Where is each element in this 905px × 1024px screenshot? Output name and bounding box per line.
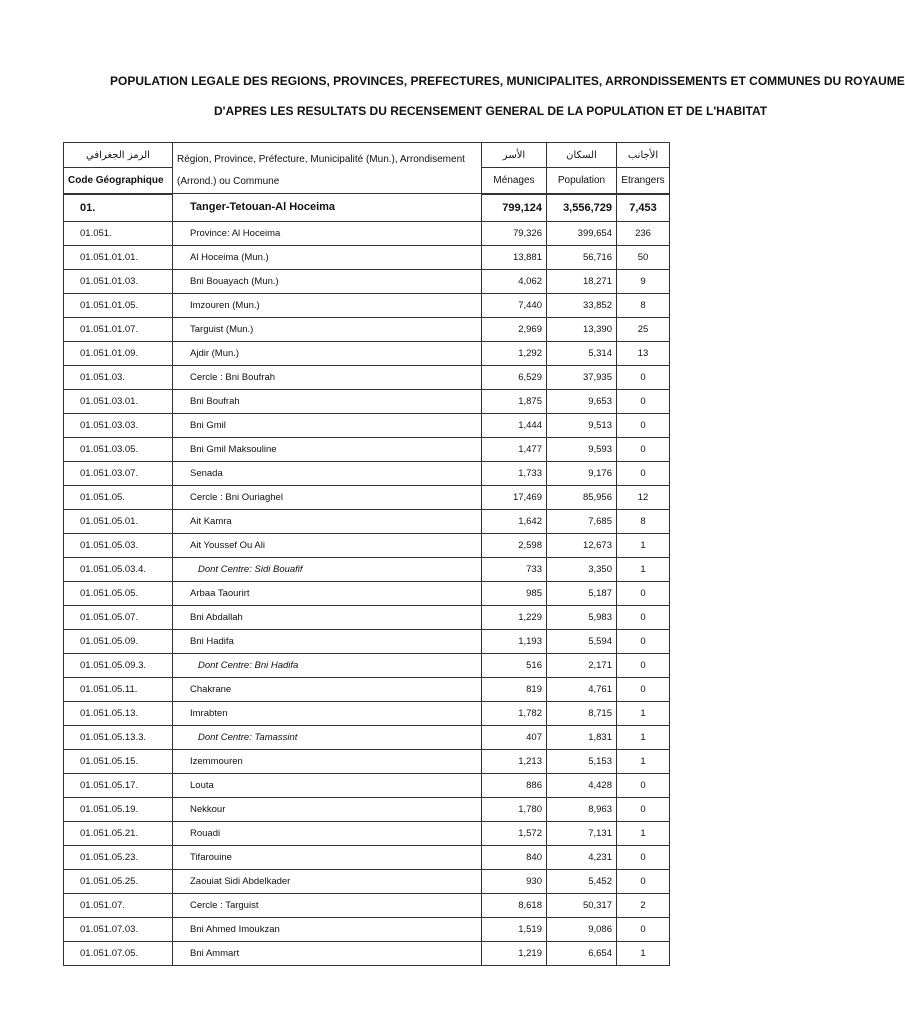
row-code: 01.051.03.03. [64, 413, 173, 437]
row-code: 01.051.05.03. [64, 533, 173, 557]
row-population: 50,317 [547, 893, 617, 917]
row-name: Dont Centre: Sidi Bouafif [173, 557, 482, 581]
region-name: Tanger-Tetouan-Al Hoceima [173, 194, 482, 222]
row-menages: 2,969 [482, 317, 547, 341]
row-name: Bni Boufrah [173, 389, 482, 413]
row-population: 8,715 [547, 701, 617, 725]
row-name: Zaouiat Sidi Abdelkader [173, 869, 482, 893]
table-row [64, 413, 670, 437]
row-code: 01.051.05.15. [64, 749, 173, 773]
row-code: 01.051.03.01. [64, 389, 173, 413]
header-population-french: Population [547, 168, 617, 194]
page-title: POPULATION LEGALE DES REGIONS, PROVINCES, PREFECTURES, MUNICIPALITES, ARRONDISSEMENTS ET COMMUNES DU ROYAUME [110, 74, 905, 88]
row-population: 4,231 [547, 845, 617, 869]
row-name: Imrabten [173, 701, 482, 725]
row-etrangers: 13 [617, 341, 670, 365]
header-code-arabic: الرمز الجغرافي [64, 143, 173, 168]
row-code: 01.051.05.11. [64, 677, 173, 701]
row-etrangers: 1 [617, 725, 670, 749]
row-etrangers: 0 [617, 629, 670, 653]
table-row [64, 221, 670, 245]
row-menages: 1,733 [482, 461, 547, 485]
table-row [64, 677, 670, 701]
row-population: 33,852 [547, 293, 617, 317]
row-menages: 985 [482, 581, 547, 605]
row-code: 01.051.05.01. [64, 509, 173, 533]
row-menages: 1,292 [482, 341, 547, 365]
row-code: 01.051.01.01. [64, 245, 173, 269]
row-etrangers: 1 [617, 749, 670, 773]
region-etrangers: 7,453 [617, 194, 670, 222]
header-region-line2: (Arrond.) ou Commune [177, 176, 280, 187]
table-row [64, 917, 670, 941]
row-population: 5,452 [547, 869, 617, 893]
row-name: Rouadi [173, 821, 482, 845]
table-row [64, 485, 670, 509]
table-row [64, 533, 670, 557]
header-region [173, 143, 482, 194]
table-row [64, 821, 670, 845]
row-menages: 1,193 [482, 629, 547, 653]
row-etrangers: 1 [617, 701, 670, 725]
row-population: 5,153 [547, 749, 617, 773]
row-menages: 4,062 [482, 269, 547, 293]
row-code: 01.051.01.05. [64, 293, 173, 317]
row-etrangers: 8 [617, 509, 670, 533]
region-code: 01. [64, 194, 173, 222]
row-code: 01.051.05.13.3. [64, 725, 173, 749]
row-population: 37,935 [547, 365, 617, 389]
row-name: Senada [173, 461, 482, 485]
row-menages: 1,444 [482, 413, 547, 437]
row-name: Dont Centre: Tamassint [173, 725, 482, 749]
row-code: 01.051.05.03.4. [64, 557, 173, 581]
row-etrangers: 1 [617, 941, 670, 965]
row-name: Izemmouren [173, 749, 482, 773]
row-population: 4,761 [547, 677, 617, 701]
row-menages: 1,229 [482, 605, 547, 629]
row-menages: 1,219 [482, 941, 547, 965]
row-etrangers: 8 [617, 293, 670, 317]
table-row [64, 653, 670, 677]
row-code: 01.051.05.05. [64, 581, 173, 605]
population-table [63, 142, 670, 966]
row-etrangers: 1 [617, 821, 670, 845]
table-row [64, 317, 670, 341]
header-menages-arabic: الأسر [482, 143, 547, 168]
row-population: 56,716 [547, 245, 617, 269]
table-row [64, 725, 670, 749]
row-name: Louta [173, 773, 482, 797]
row-population: 12,673 [547, 533, 617, 557]
region-menages: 799,124 [482, 194, 547, 222]
row-menages: 819 [482, 677, 547, 701]
table-row [64, 797, 670, 821]
table-row [64, 509, 670, 533]
row-menages: 1,477 [482, 437, 547, 461]
row-name: Tifarouine [173, 845, 482, 869]
table-row [64, 749, 670, 773]
header-etrangers-arabic: الأجانب [617, 143, 670, 168]
row-name: Bni Gmil [173, 413, 482, 437]
row-menages: 1,875 [482, 389, 547, 413]
row-menages: 1,782 [482, 701, 547, 725]
row-menages: 79,326 [482, 221, 547, 245]
table-row [64, 845, 670, 869]
row-menages: 1,213 [482, 749, 547, 773]
row-menages: 886 [482, 773, 547, 797]
row-population: 18,271 [547, 269, 617, 293]
row-name: Bni Abdallah [173, 605, 482, 629]
row-etrangers: 0 [617, 365, 670, 389]
row-code: 01.051.05.25. [64, 869, 173, 893]
page-subtitle: D'APRES LES RESULTATS DU RECENSEMENT GENERAL DE LA POPULATION ET DE L'HABITAT [214, 104, 768, 118]
row-code: 01.051.05.19. [64, 797, 173, 821]
row-name: Bni Bouayach (Mun.) [173, 269, 482, 293]
header-menages-french: Ménages [482, 168, 547, 194]
row-menages: 17,469 [482, 485, 547, 509]
row-etrangers: 25 [617, 317, 670, 341]
table-row [64, 893, 670, 917]
row-name: Bni Gmil Maksouline [173, 437, 482, 461]
row-name: Cercle : Targuist [173, 893, 482, 917]
row-population: 7,685 [547, 509, 617, 533]
row-etrangers: 0 [617, 605, 670, 629]
table-row [64, 557, 670, 581]
row-population: 9,513 [547, 413, 617, 437]
row-etrangers: 1 [617, 533, 670, 557]
row-name: Ajdir (Mun.) [173, 341, 482, 365]
row-etrangers: 0 [617, 653, 670, 677]
table-row [64, 629, 670, 653]
header-region-line1: Région, Province, Préfecture, Municipalité (Mun.), Arrondisement [177, 154, 465, 165]
row-etrangers: 0 [617, 461, 670, 485]
row-name: Cercle : Bni Boufrah [173, 365, 482, 389]
row-code: 01.051.05.23. [64, 845, 173, 869]
header-row-arabic [64, 143, 670, 168]
row-population: 6,654 [547, 941, 617, 965]
row-menages: 516 [482, 653, 547, 677]
table-row [64, 365, 670, 389]
row-etrangers: 2 [617, 893, 670, 917]
row-name: Ait Youssef Ou Ali [173, 533, 482, 557]
row-code: 01.051.03.07. [64, 461, 173, 485]
row-etrangers: 0 [617, 917, 670, 941]
row-etrangers: 1 [617, 557, 670, 581]
row-code: 01.051.05.21. [64, 821, 173, 845]
row-name: Imzouren (Mun.) [173, 293, 482, 317]
row-etrangers: 0 [617, 797, 670, 821]
row-etrangers: 9 [617, 269, 670, 293]
region-population: 3,556,729 [547, 194, 617, 222]
table-row [64, 605, 670, 629]
row-etrangers: 50 [617, 245, 670, 269]
row-code: 01.051.07. [64, 893, 173, 917]
row-population: 1,831 [547, 725, 617, 749]
row-name: Targuist (Mun.) [173, 317, 482, 341]
header-etrangers-french: Etrangers [617, 168, 670, 194]
table-row [64, 245, 670, 269]
table-row [64, 773, 670, 797]
row-name: Arbaa Taourirt [173, 581, 482, 605]
row-code: 01.051.01.09. [64, 341, 173, 365]
row-menages: 733 [482, 557, 547, 581]
table-row [64, 461, 670, 485]
row-menages: 1,519 [482, 917, 547, 941]
row-population: 5,594 [547, 629, 617, 653]
row-population: 399,654 [547, 221, 617, 245]
row-population: 9,593 [547, 437, 617, 461]
row-name: Bni Hadifa [173, 629, 482, 653]
row-code: 01.051.05. [64, 485, 173, 509]
row-code: 01.051.03. [64, 365, 173, 389]
row-population: 13,390 [547, 317, 617, 341]
region-row [64, 194, 670, 222]
row-menages: 7,440 [482, 293, 547, 317]
row-population: 5,314 [547, 341, 617, 365]
row-menages: 407 [482, 725, 547, 749]
row-population: 5,983 [547, 605, 617, 629]
row-name: Ait Kamra [173, 509, 482, 533]
row-name: Nekkour [173, 797, 482, 821]
row-code: 01.051.05.13. [64, 701, 173, 725]
row-etrangers: 12 [617, 485, 670, 509]
row-menages: 13,881 [482, 245, 547, 269]
row-menages: 1,642 [482, 509, 547, 533]
row-name: Bni Ammart [173, 941, 482, 965]
row-menages: 1,572 [482, 821, 547, 845]
row-menages: 840 [482, 845, 547, 869]
table-row [64, 341, 670, 365]
row-etrangers: 0 [617, 677, 670, 701]
header-population-arabic: السكان [547, 143, 617, 168]
row-name: Province: Al Hoceima [173, 221, 482, 245]
row-code: 01.051. [64, 221, 173, 245]
row-etrangers: 0 [617, 773, 670, 797]
row-name: Chakrane [173, 677, 482, 701]
row-code: 01.051.05.09.3. [64, 653, 173, 677]
row-population: 7,131 [547, 821, 617, 845]
row-name: Al Hoceima (Mun.) [173, 245, 482, 269]
row-code: 01.051.05.07. [64, 605, 173, 629]
table-row [64, 941, 670, 965]
row-population: 4,428 [547, 773, 617, 797]
row-population: 2,171 [547, 653, 617, 677]
row-etrangers: 0 [617, 413, 670, 437]
row-code: 01.051.05.17. [64, 773, 173, 797]
row-etrangers: 0 [617, 845, 670, 869]
table-row [64, 701, 670, 725]
row-menages: 8,618 [482, 893, 547, 917]
table-row [64, 437, 670, 461]
row-code: 01.051.07.03. [64, 917, 173, 941]
row-name: Dont Centre: Bni Hadifa [173, 653, 482, 677]
row-code: 01.051.07.05. [64, 941, 173, 965]
row-population: 8,963 [547, 797, 617, 821]
row-etrangers: 0 [617, 437, 670, 461]
row-code: 01.051.01.07. [64, 317, 173, 341]
row-etrangers: 0 [617, 581, 670, 605]
row-population: 9,653 [547, 389, 617, 413]
table-row [64, 869, 670, 893]
row-code: 01.051.01.03. [64, 269, 173, 293]
row-name: Cercle : Bni Ouriaghel [173, 485, 482, 509]
row-etrangers: 0 [617, 389, 670, 413]
row-population: 9,086 [547, 917, 617, 941]
row-population: 85,956 [547, 485, 617, 509]
table-row [64, 581, 670, 605]
table-row [64, 293, 670, 317]
row-name: Bni Ahmed Imoukzan [173, 917, 482, 941]
row-menages: 930 [482, 869, 547, 893]
row-code: 01.051.03.05. [64, 437, 173, 461]
table-row [64, 389, 670, 413]
table-row [64, 269, 670, 293]
row-menages: 1,780 [482, 797, 547, 821]
row-population: 5,187 [547, 581, 617, 605]
row-population: 9,176 [547, 461, 617, 485]
row-etrangers: 236 [617, 221, 670, 245]
row-menages: 2,598 [482, 533, 547, 557]
row-population: 3,350 [547, 557, 617, 581]
row-etrangers: 0 [617, 869, 670, 893]
row-menages: 6,529 [482, 365, 547, 389]
header-code-french: Code Géographique [64, 168, 173, 194]
row-code: 01.051.05.09. [64, 629, 173, 653]
